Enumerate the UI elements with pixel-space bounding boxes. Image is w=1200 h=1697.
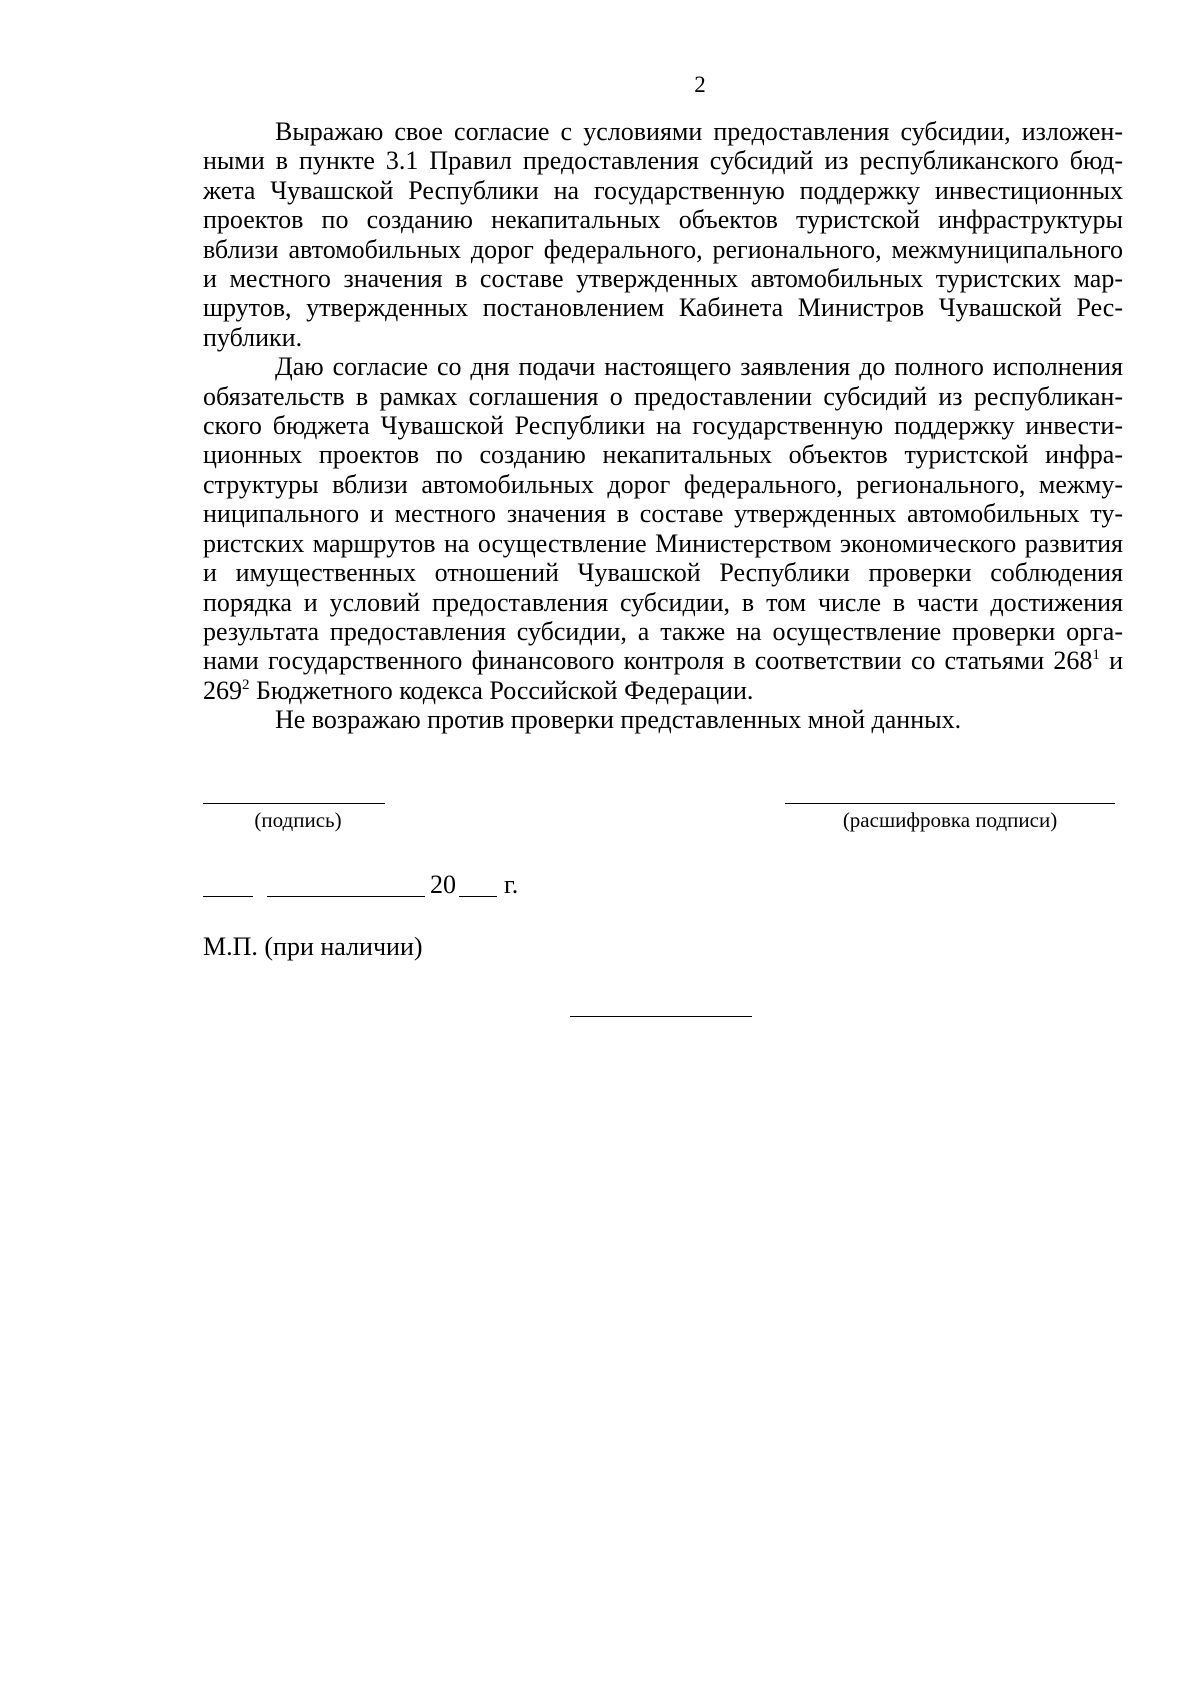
year-suffix: г. <box>504 870 519 899</box>
article-superscript-1: 1 <box>1092 647 1100 664</box>
signature-decoding-line <box>785 803 1115 804</box>
consent-paragraph-inspection-conjunction: и 269 <box>203 646 1123 705</box>
consent-paragraph-inspection <box>203 352 1123 705</box>
no-objection-paragraph: Не возражаю против проверки представленных мной данных. <box>275 705 962 735</box>
signature-decoding-caption: (расшифровка подписи) <box>842 808 1058 832</box>
page-number: 2 <box>694 72 706 97</box>
date-field <box>203 870 603 902</box>
end-of-document-rule <box>570 1016 752 1017</box>
stamp-note: М.П. (при наличии) <box>203 932 423 961</box>
article-superscript-2: 2 <box>242 676 250 693</box>
signature-caption: (подпись) <box>254 808 342 832</box>
consent-paragraph-terms: Выражаю свое согласие с условиями предоставления субсидии, изложенными в пункте 3.1 Правил предоставления субсидий из республиканского бюджета Чувашской Республики на государственную поддержку инвестиционных проектов по созданию некапитальных объектов туристской инфраструктуры вблизи автомобильных дорог федерального, регионального, межмуниципального и местного значения в составе утвержденных автомобильных туристских маршрутов, утвержденных постановлением Кабинета Министров Чувашской Республики. <box>203 117 1123 352</box>
signature-line <box>203 803 385 804</box>
consent-text <box>203 117 1123 735</box>
consent-paragraph-inspection-ending: Бюджетного кодекса Российской Федерации. <box>249 675 754 705</box>
month-blank <box>267 896 425 897</box>
year-prefix: 20 <box>430 870 456 899</box>
day-blank <box>203 896 253 897</box>
consent-paragraph-inspection-text: Даю согласие со дня подачи настоящего заявления до полного исполнения обязательств в рамках соглашения о предоставлении субсидий из республиканского бюджета Чувашской Республики на государственную поддержку инвестиционных проектов по созданию некапитальных объектов туристской инфраструктуры вблизи автомобильных дорог федерального, регионального, межмуниципального и местного значения в составе утвержденных автомобильных туристских маршрутов на осуществление Министерством экономического развития и имущественных отношений Чувашской Республики проверки соблюдения порядка и условий предоставления субсидии, в том числе в части достижения результата предоставления субсидии, а также на осуществление проверки органами государственного финансового контроля в соответствии со статьями 268 <box>203 352 1123 676</box>
year-blank <box>459 896 497 897</box>
